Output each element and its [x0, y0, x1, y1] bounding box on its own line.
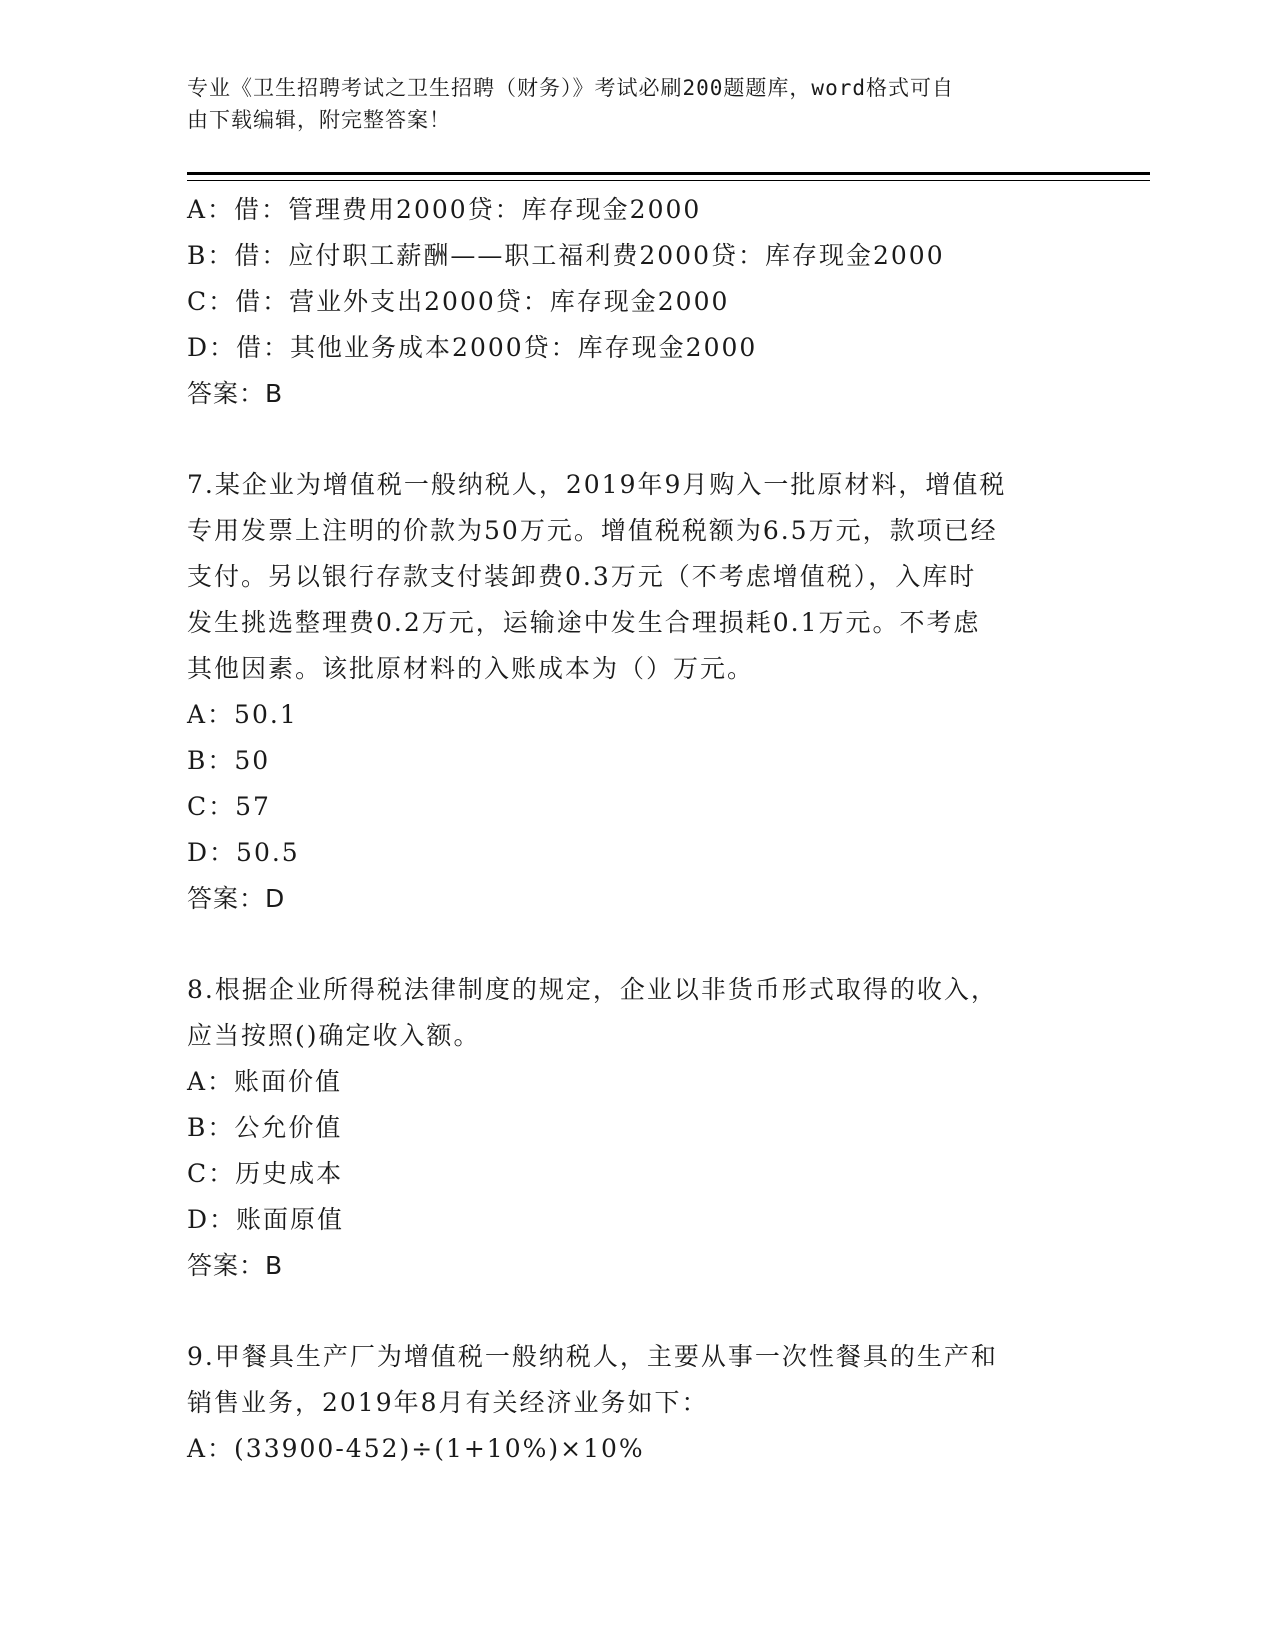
question-stem-line: 专用发票上注明的价款为50万元。增值税税额为6.5万元，款项已经: [187, 516, 998, 545]
option-a: A：50.1: [187, 700, 298, 729]
option-a: A：借：管理费用2000贷：库存现金2000: [187, 195, 702, 224]
question-6: [187, 187, 1087, 417]
question-9: [187, 1334, 1087, 1472]
question-stem-line: 9.甲餐具生产厂为增值税一般纳税人，主要从事一次性餐具的生产和: [187, 1342, 998, 1371]
option-d: D：50.5: [187, 838, 300, 867]
question-stem-line: 销售业务，2019年8月有关经济业务如下：: [187, 1388, 709, 1417]
option-a: A：账面价值: [187, 1067, 343, 1096]
option-b: B：借：应付职工薪酬——职工福利费2000贷：库存现金2000: [187, 241, 945, 270]
question-stem-line: 发生挑选整理费0.2万元，运输途中发生合理损耗0.1万元。不考虑: [187, 608, 981, 637]
option-b: B：公允价值: [187, 1113, 343, 1142]
question-spacer: [187, 922, 1087, 967]
option-c: C：57: [187, 792, 271, 821]
option-b: B：50: [187, 746, 271, 775]
option-c: C：借：营业外支出2000贷：库存现金2000: [187, 287, 730, 316]
answer: 答案：B: [187, 379, 284, 408]
question-stem-line: 7.某企业为增值税一般纳税人，2019年9月购入一批原材料，增值税: [187, 470, 1007, 499]
question-stem-line: 应当按照()确定收入额。: [187, 1021, 481, 1050]
option-d: D：账面原值: [187, 1205, 345, 1234]
option-c: C：历史成本: [187, 1159, 344, 1188]
question-spacer: [187, 1289, 1087, 1334]
option-d: D：借：其他业务成本2000贷：库存现金2000: [187, 333, 758, 362]
question-8: [187, 967, 1087, 1289]
question-stem-line: 其他因素。该批原材料的入账成本为（）万元。: [187, 654, 755, 683]
answer: 答案：B: [187, 1251, 284, 1280]
answer: 答案：D: [187, 884, 286, 913]
document-header: [187, 72, 1067, 136]
question-content: [187, 187, 1087, 1472]
option-a: A：(33900-452)÷(1+10%)×10%: [187, 1434, 645, 1463]
header-line-1: 专业《卫生招聘考试之卫生招聘（财务）》考试必刷200题题库，word格式可自: [187, 76, 954, 100]
header-divider-thin: [187, 180, 1150, 181]
header-line-2: 由下载编辑，附完整答案！: [187, 108, 451, 132]
header-divider-thick: [187, 172, 1150, 175]
question-spacer: [187, 417, 1087, 462]
question-stem-line: 支付。另以银行存款支付装卸费0.3万元（不考虑增值税），入库时: [187, 562, 977, 591]
question-7: [187, 462, 1087, 922]
question-stem-line: 8.根据企业所得税法律制度的规定，企业以非货币形式取得的收入，: [187, 975, 998, 1004]
